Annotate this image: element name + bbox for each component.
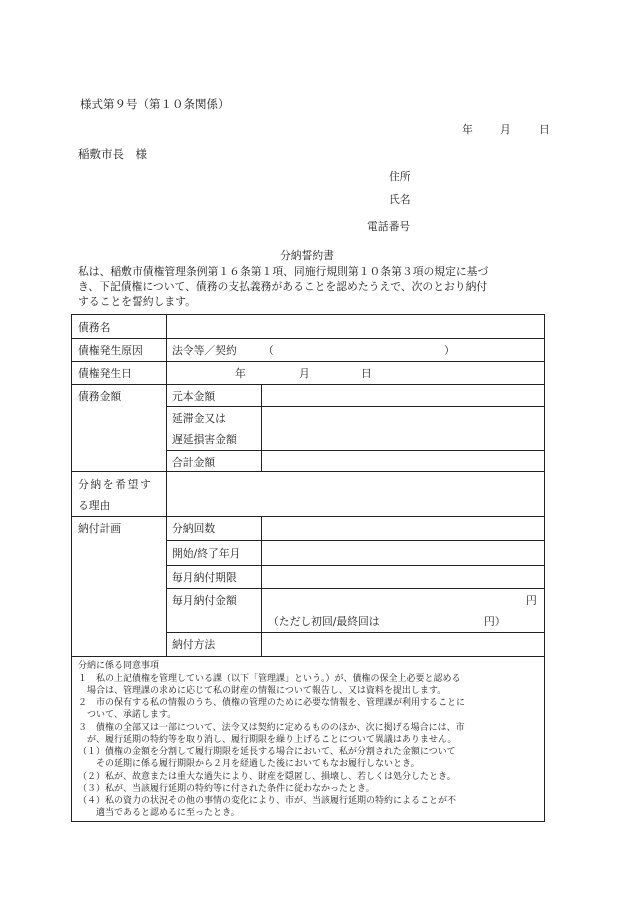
consent-line: 場合は、管理課の求めに応じて私の財産の情報について報告し、又は資料を提出します。 [78,686,447,696]
late-fee-label: 延滞金又は [172,412,226,425]
first-last-amount-field[interactable] [400,611,480,630]
monthly-amount-yen: 円 [526,594,537,607]
date-month-field[interactable] [250,363,294,383]
debt-name-field[interactable] [167,315,544,337]
plan-label: 納付計画 [78,522,122,535]
date-year-label: 年 [462,123,473,136]
document-title: 分納誓約書 [280,249,334,262]
monthly-deadline-field[interactable] [262,566,544,587]
consent-line: （３）私が、当該履行延期の特約等に付された条件に従わなかったとき。 [78,784,375,794]
phone-label: 電話番号 [367,220,411,233]
total-field[interactable] [262,451,544,470]
intro-line: 私は、稲敷市債権管理条例第１６条第１項、同施行規則第１０条第３項の規定に基づ [78,265,489,278]
consent-line: ついて、承諾します。 [78,710,177,720]
principal-label: 元本金額 [172,390,216,403]
form-number: 様式第９号（第１０条関係） [80,97,230,111]
cause-paren-open: （ [263,344,274,357]
monthly-amount-label: 毎月納付金額 [172,594,237,607]
proviso-prefix: （ただし初回/最終回は [268,615,380,628]
consent-line: 適当であると認めるに至ったとき。 [78,808,240,818]
proviso-suffix: 円） [484,615,506,628]
cause-label: 債権発生原因 [78,344,143,357]
date-month-label: 月 [500,123,511,136]
date-day-field[interactable] [314,363,358,383]
address-label: 住所 [389,170,411,183]
intro-line: き、下記債権について、債務の支払義務があることを認めたうえで、次のとおり納付 [78,280,488,293]
consent-line: その延期に係る履行期限から２月を経過した後においてもなお履行しないとき。 [78,759,420,769]
consent-line: ２ 市の保有する私の情報のうち、債権の管理のために必要な情報を、管理課が利用することに [78,698,466,708]
installments-field[interactable] [262,517,544,539]
cause-detail-field[interactable] [276,340,442,360]
date-month-unit: 月 [299,367,310,380]
date-year-field[interactable] [180,363,230,383]
principal-field[interactable] [262,385,544,405]
date-label: 債権発生日 [78,367,132,380]
payment-method-label: 納付方法 [172,638,216,651]
monthly-deadline-label: 毎月納付期限 [172,571,237,584]
intro-line: することを誓約します。 [78,295,196,308]
installments-label: 分納回数 [172,522,216,535]
start-end-field[interactable] [262,541,544,564]
cause-paren-close: ） [444,344,455,357]
consent-line: （２）私が、故意または重大な過失により、財産を隠匿し、損壊し、若しくは処分したとき。 [78,772,456,782]
reason-field[interactable] [167,472,544,515]
reason-label-2: る理由 [78,499,111,512]
consent-line: が、履行延期の特約等を取り消し、履行期限を繰り上げることについて異議はありません。 [78,735,457,745]
debt-name-label: 債務名 [78,321,111,334]
late-fee-field[interactable] [262,407,544,449]
reason-label: 分納を希望す [78,478,153,491]
consent-line: （４）私の資力の状況その他の事情の変化により、市が、当該履行延期の特約によることが不 [78,796,457,806]
consent-heading: 分納に係る同意事項 [78,661,160,671]
date-day-unit: 日 [361,367,372,380]
cause-value: 法令等／契約 [172,344,237,357]
total-label: 合計金額 [172,456,216,469]
name-label: 氏名 [389,193,411,206]
consent-line: １ 私の上記債権を管理している課（以下「管理課」という。）が、債権の保全上必要と認める [78,674,461,684]
date-day-label: 日 [539,123,550,136]
consent-line: （１）債権の金額を分割して履行期限を延長する場合において、私が分割された金額について [78,747,456,757]
consent-line: ３ 債権の全部又は一部について、法令又は契約に定めるもののほか、次に掲げる場合には、市 [78,723,465,733]
payment-method-field[interactable] [262,633,544,656]
late-fee-label-2: 遅延損害金額 [172,433,237,446]
amount-label: 債務金額 [78,390,122,403]
addressee: 稲敷市長 様 [78,147,147,161]
start-end-label: 開始/終了年月 [172,547,241,560]
monthly-amount-field[interactable] [262,589,522,609]
date-year-unit: 年 [235,367,246,380]
